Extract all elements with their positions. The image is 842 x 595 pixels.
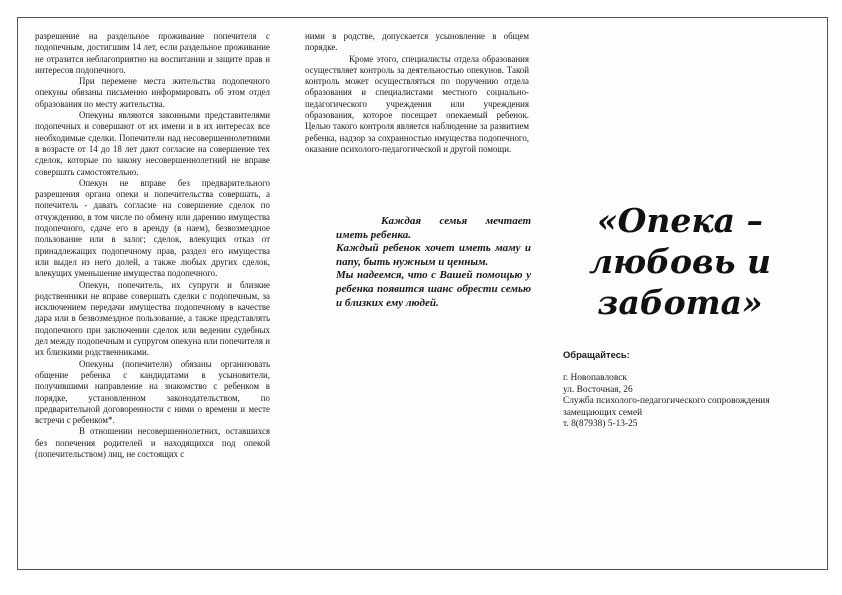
- paragraph: Опекуны (попечители) обязаны организовать общение ребенка с кандидатами в усыновители, получившими направление на знакомство с ребенком в порядке, установленном законодательством, по предварительной договоренности с ними о времени и месте встречи с ребенком*.: [35, 358, 270, 426]
- paragraph: Опекун не вправе без предварительного разрешения органа опеки и попечительства совершать, а попечитель - давать согласие на совершение сделок по отчуждению, в том числе по обмену или дарению имущества подопечного, сдаче его в аренду (в наем), безвозмездное пользование или в залог; сделок, влекущих отказ от принадлежащих подопечному прав, раздел его имущества или выдел из него долей, а также любых других сделок, влекущих уменьшение имущества подопечного.: [35, 177, 270, 279]
- text-column-middle: [305, 31, 529, 155]
- motto-block: [336, 215, 531, 310]
- paragraph: В отношении несовершеннолетних, оставшихся без попечения родителей и находящихся под опекой (попечительством) лиц, не состоящих с: [35, 426, 270, 459]
- title-line: любовь и: [589, 242, 771, 281]
- text-column-left: [35, 31, 270, 460]
- contact-city: г. Новопавловск: [563, 373, 627, 384]
- paragraph: ними в родстве, допускается усыновление в общем порядке.: [305, 31, 529, 53]
- contact-street: ул. Восточная, 26: [563, 384, 633, 395]
- contact-heading: Обращайтесь:: [563, 349, 630, 360]
- title-line: забота»: [597, 283, 763, 322]
- contact-block: [563, 349, 813, 430]
- paragraph: Опекун, попечитель, их супруги и близкие родственники не вправе совершать сделки с подопечным, за исключением передачи имущества подопечному в качестве дара или в безвозмездное пользование, а также представлять подопечного при заключении сделок или ведении судебных дел между подопечным и супругом опекуна или попечителя и их близкими родственниками.: [35, 279, 270, 358]
- title-line: «Опека –: [596, 201, 764, 240]
- brochure-title: [580, 200, 780, 323]
- contact-service: Служба психолого-педагогического сопровождения: [563, 396, 770, 407]
- contact-phone: т. 8(87938) 5-13-25: [563, 419, 638, 430]
- motto-line: Мы надеемся, что с Вашей помощью у ребенка появится шанс обрести семью и близких ему людей.: [336, 269, 531, 309]
- motto-line: Каждая семья мечтает иметь ребенка.: [336, 215, 531, 241]
- contact-service: замещающих семей: [563, 407, 643, 418]
- paragraph: Опекуны являются законными представителями подопечных и совершают от их имени и в их интересах все необходимые сделки. Попечители над несовершеннолетними в возрасте от 14 до 18 лет дают согласие на совершение тех сделок, которые по закону несовершеннолетний не вправе совершать самостоятельно.: [35, 110, 270, 177]
- motto-line: Каждый ребенок хочет иметь маму и папу, быть нужным и ценным.: [336, 242, 531, 268]
- paragraph: Кроме этого, специалисты отдела образования осуществляет контроль за деятельностью опекунов. Такой контроль может осуществляться по поручению отдела образования и специалистами местного социально-педагогического учреждения или учреждения образования, которое посещает опекаемый ребенок. Целью такого контроля является наблюдение за развитием ребенка, надзор за сохранностью имущества подопечного, оказание психолого-педагогической и другой помощи.: [305, 53, 529, 154]
- paragraph: При перемене места жительства подопечного опекуны обязаны письменно информировать об этом отдел образования по месту жительства.: [35, 76, 270, 109]
- paragraph: разрешение на раздельное проживание попечителя с подопечным, достигшим 14 лет, если раздельное проживание не отразится неблагоприятно на воспитании и защите прав и интересов подопечного.: [35, 31, 270, 75]
